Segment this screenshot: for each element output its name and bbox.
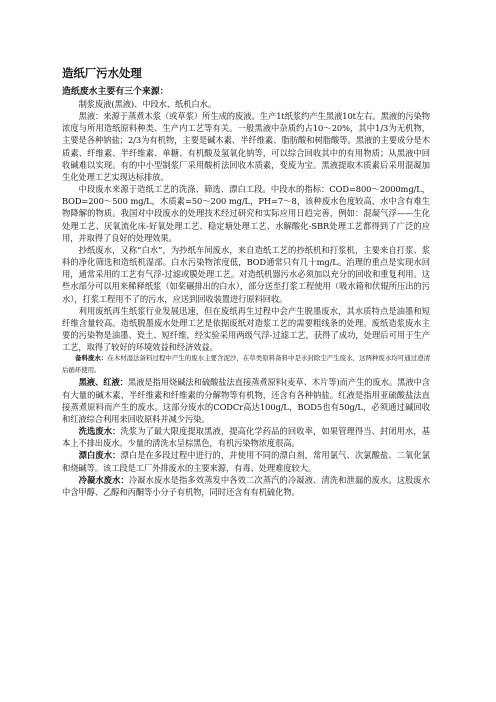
white-water-paragraph: 抄纸废水，又称“白水”，为抄纸车间废水，来自造纸工艺的抄纸机和打浆机，主要来自打浆、浆料的净化筛选和造纸机湿部。白水污染物浓度低，BOD通常只有几十mg/L。治理的重点是实现水回用，通常采用的工艺有气浮-过滤或膜处理工艺。对造纸机器污水必须加以充分的回收和重复利用。这些水部分可以用来稀释纸浆（如桨碾排出的白水），部分送至打浆工程使用（吸水箱和伏辊所压出的污水），打浆工程用不了的污水，应送到回收装置进行原料回收。 [62, 244, 430, 304]
washing-lead: 洗选废水： [78, 426, 121, 437]
middle-water-paragraph: 中段废水来源于造纸工艺的洗涤、筛选、漂白工段。中段水的指标：COD=800～2000mg/L，BOD=200～500 mg/L，木质素=50～200 mg/L，PH=7～8，该种废水色度较高，水中含有难生物降解的物质。我国对中段废水的处理技术经过研究和实际应用日趋完善，例如：混凝气浮——生化处理工艺、厌氧流化床-好氧处理工艺、稳定塘处理工艺、水解酸化-SBR处理工艺都得到了广泛的应用，并取得了良好的处理效果。 [62, 184, 430, 243]
condensate-body: 冷凝水废水是指多效蒸发中各效二次蒸汽的冷凝液、清洗和泄漏的废水。这股废水中含甲醇、乙醇和丙酮等小分子有机物，同时还含有有机硫化物。 [62, 474, 431, 497]
bleaching-lead: 漂白废水： [78, 450, 121, 461]
condensate-paragraph [62, 474, 430, 498]
intro-paragraph: 制浆废液(黑液)、中段水、纸机白水。 [78, 99, 217, 109]
document-title: 造纸厂污水处理 [62, 66, 142, 80]
note-body: 在木材湿法备料过程中产生的废水主要含泥沙，在草类原料备料中是水封除尘产生废水，这两种废水均可通过澄清后循环使用。 [62, 354, 430, 374]
reclaimed-paper-paragraph: 利用废纸再生纸浆行业发展迅速，但在废纸再生过程中会产生脱墨废水，其水质特点是油墨和短纤维含量较高。造纸脱墨废水处理工艺是依据废纸对造浆工艺的需要粗线条的处理。废纸造浆废水主要的污染物是油墨、瓷土、短纤维，经实验采用两级气浮-过滤工艺，获得了成功，处理后可用于生产工艺，取得了较好的环境效益和经济效益。 [62, 305, 430, 353]
condensate-lead: 冷凝水废水： [78, 474, 129, 485]
washing-paragraph [62, 425, 430, 449]
black-red-body: 黑液是指用烧碱法和硫酸盐法直接蒸煮原料(麦草、木片等)而产生的废水。黑液中含有大量的碱木素、半纤维素和纤维素的分解物等有机物，还含有各种钠盐。红液是指用亚硫酸盐法直接蒸煮原料而产生的废水。这部分废水的CODCr高达100g/L，BOD5也有50g/L，必须通过碱回收和红液综合利用来回收原料并减少污染。 [62, 377, 430, 424]
bleaching-paragraph [62, 449, 430, 473]
section-heading: 造纸废水主要有三个来源： [62, 87, 169, 97]
note-lead: 备料废水： [75, 354, 108, 363]
black-red-paragraph [62, 376, 430, 425]
black-liquor-paragraph: 黑液：来源于蒸煮木浆（或草浆）所生成的废液。生产1t纸浆约产生黑液10t左右。黑液的污染物浓度与所用造纸原料种类、生产内工艺等有关。一般黑液中杂质约占10～20%，其中1/3为无机物，主要是各种钠盐；2/3为有机物，主要是碱木素、半纤维素、脂肪酸和树脂酸等。黑液的主要成分是木质素、纤维素、半纤维素、单糖、有机酸及氢氧化钠等，可以综合回收其中的有用物质；从黑液中回收碱难以实现。有的中小型制浆厂采用酸析法回收木质素，变废为宝。黑液提取木质素后采用混凝加生化处理工艺实现达标排放。 [62, 111, 430, 182]
black-red-lead: 黑液、红液： [78, 377, 128, 388]
washing-body: 洗浆为了最大限度提取黑液，提高化学药品的回收率，如果管理得当、封闭用水，基本上不排出废水。少量的清洗水呈棕黑色，有机污染物浓度很高。 [62, 426, 430, 449]
bleaching-body: 漂白是在多段过程中进行的，并使用不同的漂白剂，常用氯气、次氯酸盐、二氧化氯和烧碱等。该工段是工厂外排废水的主要来源，有毒、处理难度较大。 [62, 450, 430, 473]
note-paragraph [62, 353, 430, 376]
